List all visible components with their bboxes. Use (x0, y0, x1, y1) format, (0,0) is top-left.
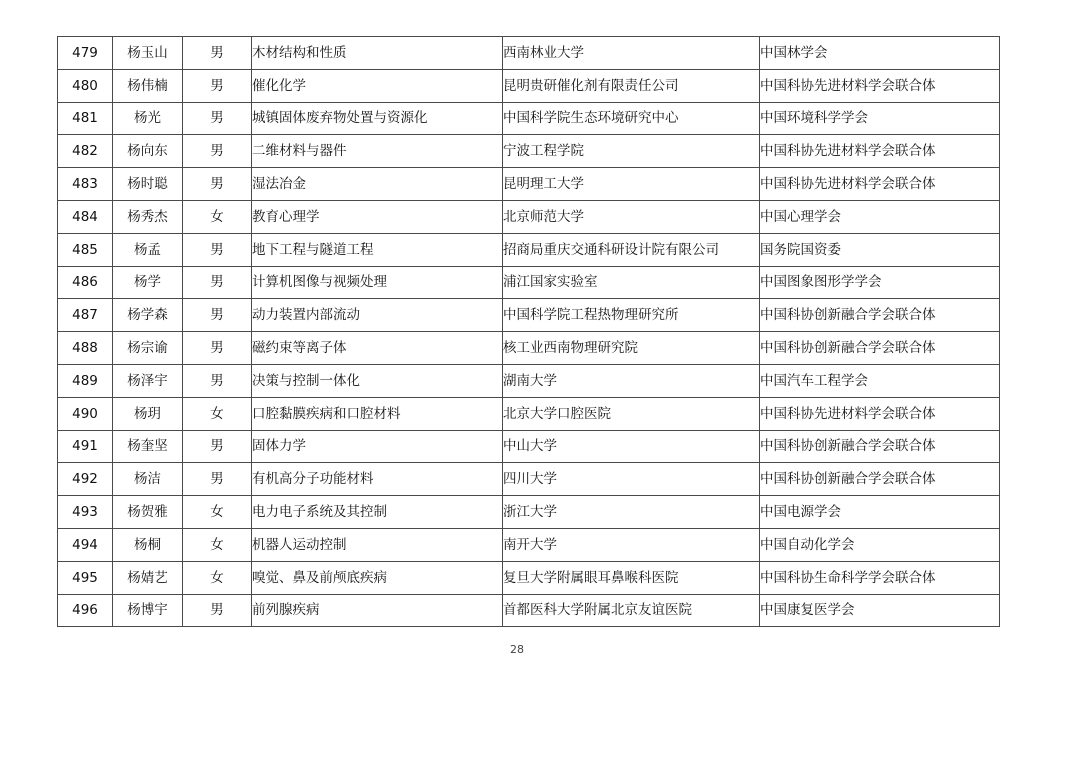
name-cell: 杨泽宇 (113, 364, 183, 397)
research-field-cell: 教育心理学 (252, 200, 503, 233)
table-row (58, 299, 1000, 332)
organization-cell: 核工业西南物理研究院 (503, 332, 760, 365)
nominating-society-cell: 中国科协生命科学学会联合体 (760, 561, 1000, 594)
row-number-cell: 491 (58, 430, 113, 463)
table-row (58, 463, 1000, 496)
table-row (58, 528, 1000, 561)
row-number-cell: 482 (58, 135, 113, 168)
row-number-cell: 489 (58, 364, 113, 397)
organization-cell: 中国科学院工程热物理研究所 (503, 299, 760, 332)
gender-cell: 男 (183, 364, 252, 397)
row-number-cell: 493 (58, 496, 113, 529)
page-number: 28 (510, 643, 524, 656)
name-cell: 杨玉山 (113, 37, 183, 70)
nominating-society-cell: 中国康复医学会 (760, 594, 1000, 627)
gender-cell: 女 (183, 496, 252, 529)
nominating-society-cell: 中国科协创新融合学会联合体 (760, 332, 1000, 365)
row-number-cell: 487 (58, 299, 113, 332)
candidate-table (57, 36, 1000, 627)
research-field-cell: 磁约束等离子体 (252, 332, 503, 365)
nominating-society-cell: 中国科协先进材料学会联合体 (760, 397, 1000, 430)
nominating-society-cell: 中国林学会 (760, 37, 1000, 70)
row-number-cell: 495 (58, 561, 113, 594)
gender-cell: 男 (183, 299, 252, 332)
gender-cell: 男 (183, 233, 252, 266)
table-row (58, 200, 1000, 233)
nominating-society-cell: 中国自动化学会 (760, 528, 1000, 561)
table-row (58, 135, 1000, 168)
name-cell: 杨婧艺 (113, 561, 183, 594)
organization-cell: 首都医科大学附属北京友谊医院 (503, 594, 760, 627)
research-field-cell: 固体力学 (252, 430, 503, 463)
row-number-cell: 492 (58, 463, 113, 496)
row-number-cell: 481 (58, 102, 113, 135)
nominating-society-cell: 国务院国资委 (760, 233, 1000, 266)
gender-cell: 女 (183, 397, 252, 430)
nominating-society-cell: 中国环境科学学会 (760, 102, 1000, 135)
row-number-cell: 496 (58, 594, 113, 627)
organization-cell: 湖南大学 (503, 364, 760, 397)
organization-cell: 南开大学 (503, 528, 760, 561)
nominating-society-cell: 中国科协先进材料学会联合体 (760, 168, 1000, 201)
research-field-cell: 催化化学 (252, 69, 503, 102)
table-body (58, 37, 1000, 627)
name-cell: 杨洁 (113, 463, 183, 496)
organization-cell: 四川大学 (503, 463, 760, 496)
organization-cell: 浦江国家实验室 (503, 266, 760, 299)
nominating-society-cell: 中国科协先进材料学会联合体 (760, 135, 1000, 168)
organization-cell: 昆明理工大学 (503, 168, 760, 201)
gender-cell: 女 (183, 200, 252, 233)
research-field-cell: 城镇固体废弃物处置与资源化 (252, 102, 503, 135)
table-row (58, 233, 1000, 266)
name-cell: 杨奎坚 (113, 430, 183, 463)
table-row (58, 266, 1000, 299)
table-row (58, 496, 1000, 529)
row-number-cell: 480 (58, 69, 113, 102)
nominating-society-cell: 中国电源学会 (760, 496, 1000, 529)
row-number-cell: 484 (58, 200, 113, 233)
organization-cell: 招商局重庆交通科研设计院有限公司 (503, 233, 760, 266)
research-field-cell: 计算机图像与视频处理 (252, 266, 503, 299)
research-field-cell: 口腔黏膜疾病和口腔材料 (252, 397, 503, 430)
gender-cell: 男 (183, 430, 252, 463)
gender-cell: 男 (183, 37, 252, 70)
research-field-cell: 动力装置内部流动 (252, 299, 503, 332)
row-number-cell: 485 (58, 233, 113, 266)
research-field-cell: 嗅觉、鼻及前颅底疾病 (252, 561, 503, 594)
name-cell: 杨贺雅 (113, 496, 183, 529)
gender-cell: 男 (183, 168, 252, 201)
organization-cell: 中山大学 (503, 430, 760, 463)
name-cell: 杨玥 (113, 397, 183, 430)
gender-cell: 男 (183, 594, 252, 627)
gender-cell: 男 (183, 102, 252, 135)
name-cell: 杨向东 (113, 135, 183, 168)
table-row (58, 397, 1000, 430)
table-row (58, 102, 1000, 135)
name-cell: 杨秀杰 (113, 200, 183, 233)
nominating-society-cell: 中国汽车工程学会 (760, 364, 1000, 397)
table-row (58, 561, 1000, 594)
table-row (58, 332, 1000, 365)
gender-cell: 女 (183, 561, 252, 594)
organization-cell: 宁波工程学院 (503, 135, 760, 168)
row-number-cell: 483 (58, 168, 113, 201)
gender-cell: 男 (183, 69, 252, 102)
organization-cell: 中国科学院生态环境研究中心 (503, 102, 760, 135)
organization-cell: 浙江大学 (503, 496, 760, 529)
nominating-society-cell: 中国心理学会 (760, 200, 1000, 233)
research-field-cell: 前列腺疾病 (252, 594, 503, 627)
research-field-cell: 湿法冶金 (252, 168, 503, 201)
row-number-cell: 488 (58, 332, 113, 365)
nominating-society-cell: 中国图象图形学学会 (760, 266, 1000, 299)
name-cell: 杨博宇 (113, 594, 183, 627)
name-cell: 杨时聪 (113, 168, 183, 201)
row-number-cell: 479 (58, 37, 113, 70)
name-cell: 杨孟 (113, 233, 183, 266)
name-cell: 杨光 (113, 102, 183, 135)
gender-cell: 女 (183, 528, 252, 561)
table-row (58, 364, 1000, 397)
row-number-cell: 486 (58, 266, 113, 299)
row-number-cell: 490 (58, 397, 113, 430)
research-field-cell: 有机高分子功能材料 (252, 463, 503, 496)
nominating-society-cell: 中国科协创新融合学会联合体 (760, 430, 1000, 463)
research-field-cell: 地下工程与隧道工程 (252, 233, 503, 266)
table-row (58, 69, 1000, 102)
research-field-cell: 电力电子系统及其控制 (252, 496, 503, 529)
nominating-society-cell: 中国科协创新融合学会联合体 (760, 299, 1000, 332)
name-cell: 杨伟楠 (113, 69, 183, 102)
nominating-society-cell: 中国科协创新融合学会联合体 (760, 463, 1000, 496)
research-field-cell: 决策与控制一体化 (252, 364, 503, 397)
research-field-cell: 二维材料与器件 (252, 135, 503, 168)
gender-cell: 男 (183, 135, 252, 168)
research-field-cell: 木材结构和性质 (252, 37, 503, 70)
name-cell: 杨宗谕 (113, 332, 183, 365)
table-row (58, 37, 1000, 70)
organization-cell: 西南林业大学 (503, 37, 760, 70)
name-cell: 杨学森 (113, 299, 183, 332)
table-row (58, 594, 1000, 627)
organization-cell: 北京师范大学 (503, 200, 760, 233)
nominating-society-cell: 中国科协先进材料学会联合体 (760, 69, 1000, 102)
table-row (58, 168, 1000, 201)
gender-cell: 男 (183, 463, 252, 496)
table-row (58, 430, 1000, 463)
organization-cell: 北京大学口腔医院 (503, 397, 760, 430)
research-field-cell: 机器人运动控制 (252, 528, 503, 561)
name-cell: 杨桐 (113, 528, 183, 561)
name-cell: 杨学 (113, 266, 183, 299)
organization-cell: 昆明贵研催化剂有限责任公司 (503, 69, 760, 102)
row-number-cell: 494 (58, 528, 113, 561)
gender-cell: 男 (183, 266, 252, 299)
organization-cell: 复旦大学附属眼耳鼻喉科医院 (503, 561, 760, 594)
gender-cell: 男 (183, 332, 252, 365)
